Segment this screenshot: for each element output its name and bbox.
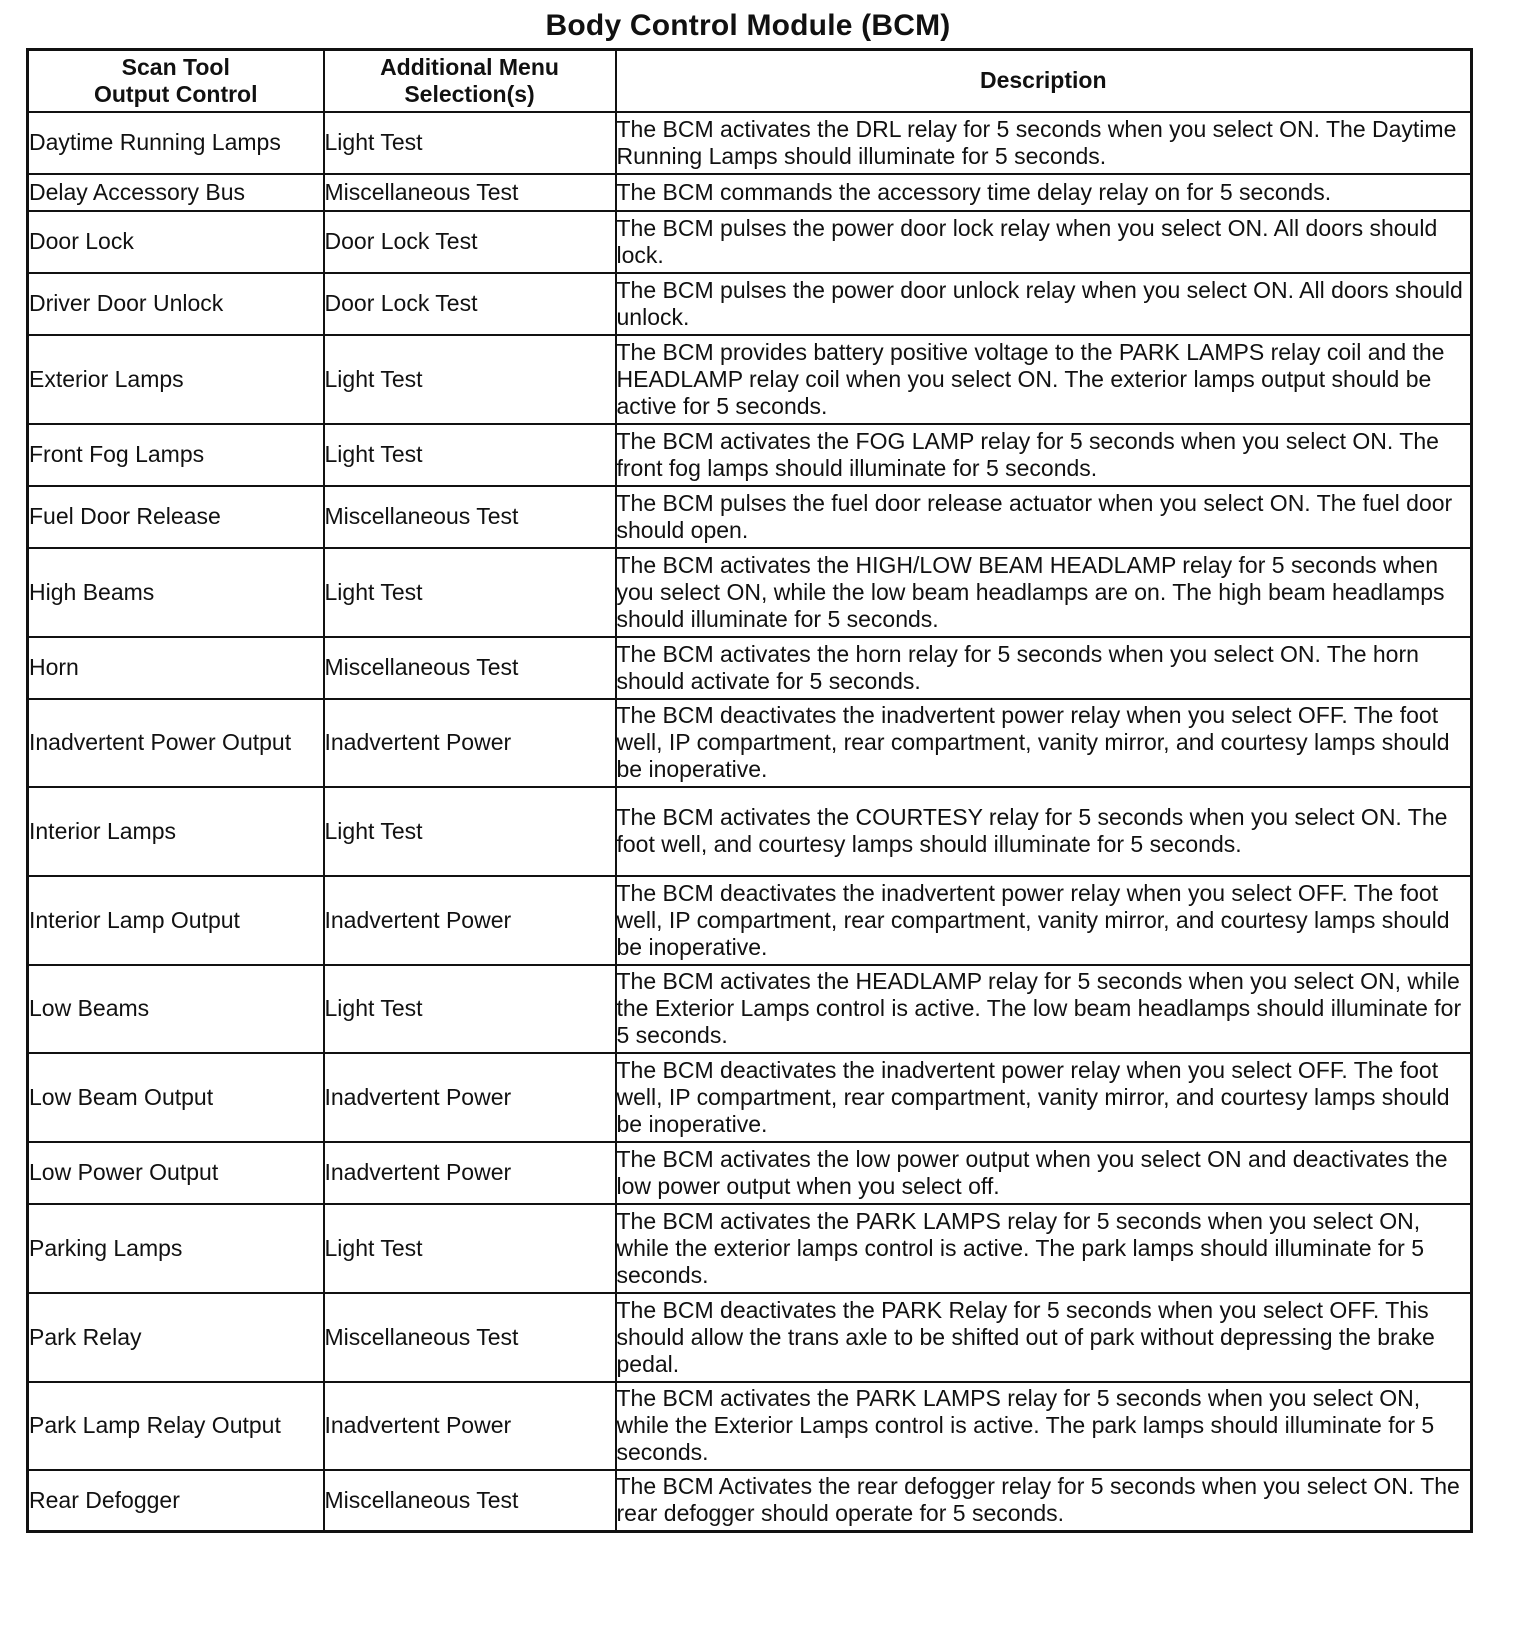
- menu-selection-cell: Miscellaneous Test: [324, 486, 616, 548]
- menu-selection-cell: Inadvertent Power: [324, 1382, 616, 1470]
- description-cell: The BCM pulses the fuel door release actuator when you select ON. The fuel door should open.: [616, 486, 1472, 548]
- menu-selection-cell: Door Lock Test: [324, 211, 616, 273]
- output-control-cell: Daytime Running Lamps: [28, 112, 324, 174]
- menu-selection-cell: Light Test: [324, 548, 616, 637]
- description-cell: The BCM deactivates the inadvertent power relay when you select OFF. The foot well, IP compartment, rear compartment, vanity mirror, and courtesy lamps should be inoperative.: [616, 699, 1472, 787]
- menu-selection-cell: Inadvertent Power: [324, 876, 616, 965]
- output-control-cell: Low Beam Output: [28, 1053, 324, 1142]
- menu-selection-cell: Inadvertent Power: [324, 1142, 616, 1204]
- description-cell: The BCM activates the FOG LAMP relay for 5 seconds when you select ON. The front fog lamps should illuminate for 5 seconds.: [616, 424, 1472, 486]
- table-row: [28, 876, 1472, 965]
- menu-selection-cell: Miscellaneous Test: [324, 1293, 616, 1382]
- description-cell: The BCM activates the HEADLAMP relay for 5 seconds when you select ON, while the Exterior Lamps control is active. The low beam headlamps should illuminate for 5 seconds.: [616, 965, 1472, 1053]
- description-cell: The BCM activates the PARK LAMPS relay for 5 seconds when you select ON, while the Exterior Lamps control is active. The park lamps should illuminate for 5 seconds.: [616, 1382, 1472, 1470]
- output-control-cell: Front Fog Lamps: [28, 424, 324, 486]
- description-cell: The BCM commands the accessory time delay relay on for 5 seconds.: [616, 174, 1472, 211]
- description-cell: The BCM activates the DRL relay for 5 seconds when you select ON. The Daytime Running Lamps should illuminate for 5 seconds.: [616, 112, 1472, 174]
- description-cell: The BCM Activates the rear defogger relay for 5 seconds when you select ON. The rear defogger should operate for 5 seconds.: [616, 1470, 1472, 1532]
- description-cell: The BCM provides battery positive voltage to the PARK LAMPS relay coil and the HEADLAMP relay coil when you select ON. The exterior lamps output should be active for 5 seconds.: [616, 335, 1472, 424]
- bcm-output-control-table: [26, 48, 1473, 1533]
- output-control-cell: Rear Defogger: [28, 1470, 324, 1532]
- table-row: [28, 1382, 1472, 1470]
- output-control-cell: Exterior Lamps: [28, 335, 324, 424]
- table-row: [28, 637, 1472, 699]
- table-row: [28, 335, 1472, 424]
- table-row: [28, 965, 1472, 1053]
- header-control-line-2: Output Control: [93, 80, 258, 107]
- output-control-cell: Inadvertent Power Output: [28, 699, 324, 787]
- output-control-cell: Interior Lamp Output: [28, 876, 324, 965]
- header-scan-tool-output-control: [28, 50, 324, 112]
- table-row: [28, 174, 1472, 211]
- menu-selection-cell: Light Test: [324, 1204, 616, 1293]
- table-row: [28, 699, 1472, 787]
- description-cell: The BCM pulses the power door unlock relay when you select ON. All doors should unlock.: [616, 273, 1472, 335]
- page-title: Body Control Module (BCM): [545, 9, 951, 42]
- table-row: [28, 548, 1472, 637]
- output-control-cell: Park Relay: [28, 1293, 324, 1382]
- menu-selection-cell: Light Test: [324, 335, 616, 424]
- table-row: [28, 1204, 1472, 1293]
- table-row: [28, 424, 1472, 486]
- table-row: [28, 211, 1472, 273]
- table-row: [28, 1053, 1472, 1142]
- table-row: [28, 112, 1472, 174]
- table-row: [28, 1293, 1472, 1382]
- table-row: [28, 1470, 1472, 1532]
- menu-selection-cell: Light Test: [324, 112, 616, 174]
- output-control-cell: Delay Accessory Bus: [28, 174, 324, 211]
- output-control-cell: Fuel Door Release: [28, 486, 324, 548]
- output-control-cell: High Beams: [28, 548, 324, 637]
- output-control-cell: Parking Lamps: [28, 1204, 324, 1293]
- description-cell: The BCM activates the PARK LAMPS relay for 5 seconds when you select ON, while the exterior lamps control is active. The park lamps should illuminate for 5 seconds.: [616, 1204, 1472, 1293]
- menu-selection-cell: Miscellaneous Test: [324, 1470, 616, 1532]
- menu-selection-cell: Door Lock Test: [324, 273, 616, 335]
- menu-selection-cell: Miscellaneous Test: [324, 637, 616, 699]
- description-cell: The BCM activates the HIGH/LOW BEAM HEADLAMP relay for 5 seconds when you select ON, while the low beam headlamps are on. The high beam headlamps should illuminate for 5 seconds.: [616, 548, 1472, 637]
- description-cell: The BCM activates the COURTESY relay for 5 seconds when you select ON. The foot well, and courtesy lamps should illuminate for 5 seconds.: [616, 787, 1472, 876]
- table-row: [28, 787, 1472, 876]
- table-row: [28, 1142, 1472, 1204]
- header-menu-line-1: Additional Menu: [380, 53, 559, 80]
- table-row: [28, 486, 1472, 548]
- output-control-cell: Driver Door Unlock: [28, 273, 324, 335]
- menu-selection-cell: Inadvertent Power: [324, 1053, 616, 1142]
- output-control-cell: Low Beams: [28, 965, 324, 1053]
- menu-selection-cell: Inadvertent Power: [324, 699, 616, 787]
- description-cell: The BCM activates the horn relay for 5 seconds when you select ON. The horn should activate for 5 seconds.: [616, 637, 1472, 699]
- description-cell: The BCM deactivates the inadvertent power relay when you select OFF. The foot well, IP compartment, rear compartment, vanity mirror, and courtesy lamps should be inoperative.: [616, 876, 1472, 965]
- description-cell: The BCM activates the low power output when you select ON and deactivates the low power output when you select off.: [616, 1142, 1472, 1204]
- menu-selection-cell: Light Test: [324, 424, 616, 486]
- description-cell: The BCM pulses the power door lock relay when you select ON. All doors should lock.: [616, 211, 1472, 273]
- header-menu-line-2: Selection(s): [404, 80, 535, 107]
- description-cell: The BCM deactivates the inadvertent power relay when you select OFF. The foot well, IP compartment, rear compartment, vanity mirror, and courtesy lamps should be inoperative.: [616, 1053, 1472, 1142]
- header-control-line-1: Scan Tool: [121, 53, 230, 80]
- output-control-cell: Low Power Output: [28, 1142, 324, 1204]
- output-control-cell: Door Lock: [28, 211, 324, 273]
- description-cell: The BCM deactivates the PARK Relay for 5 seconds when you select OFF. This should allow the trans axle to be shifted out of park without depressing the brake pedal.: [616, 1293, 1472, 1382]
- menu-selection-cell: Light Test: [324, 965, 616, 1053]
- menu-selection-cell: Light Test: [324, 787, 616, 876]
- table-header-row: [28, 50, 1472, 112]
- output-control-cell: Horn: [28, 637, 324, 699]
- menu-selection-cell: Miscellaneous Test: [324, 174, 616, 211]
- header-description: Description: [616, 50, 1472, 112]
- table-row: [28, 273, 1472, 335]
- output-control-cell: Interior Lamps: [28, 787, 324, 876]
- header-additional-menu-selections: [324, 50, 616, 112]
- output-control-cell: Park Lamp Relay Output: [28, 1382, 324, 1470]
